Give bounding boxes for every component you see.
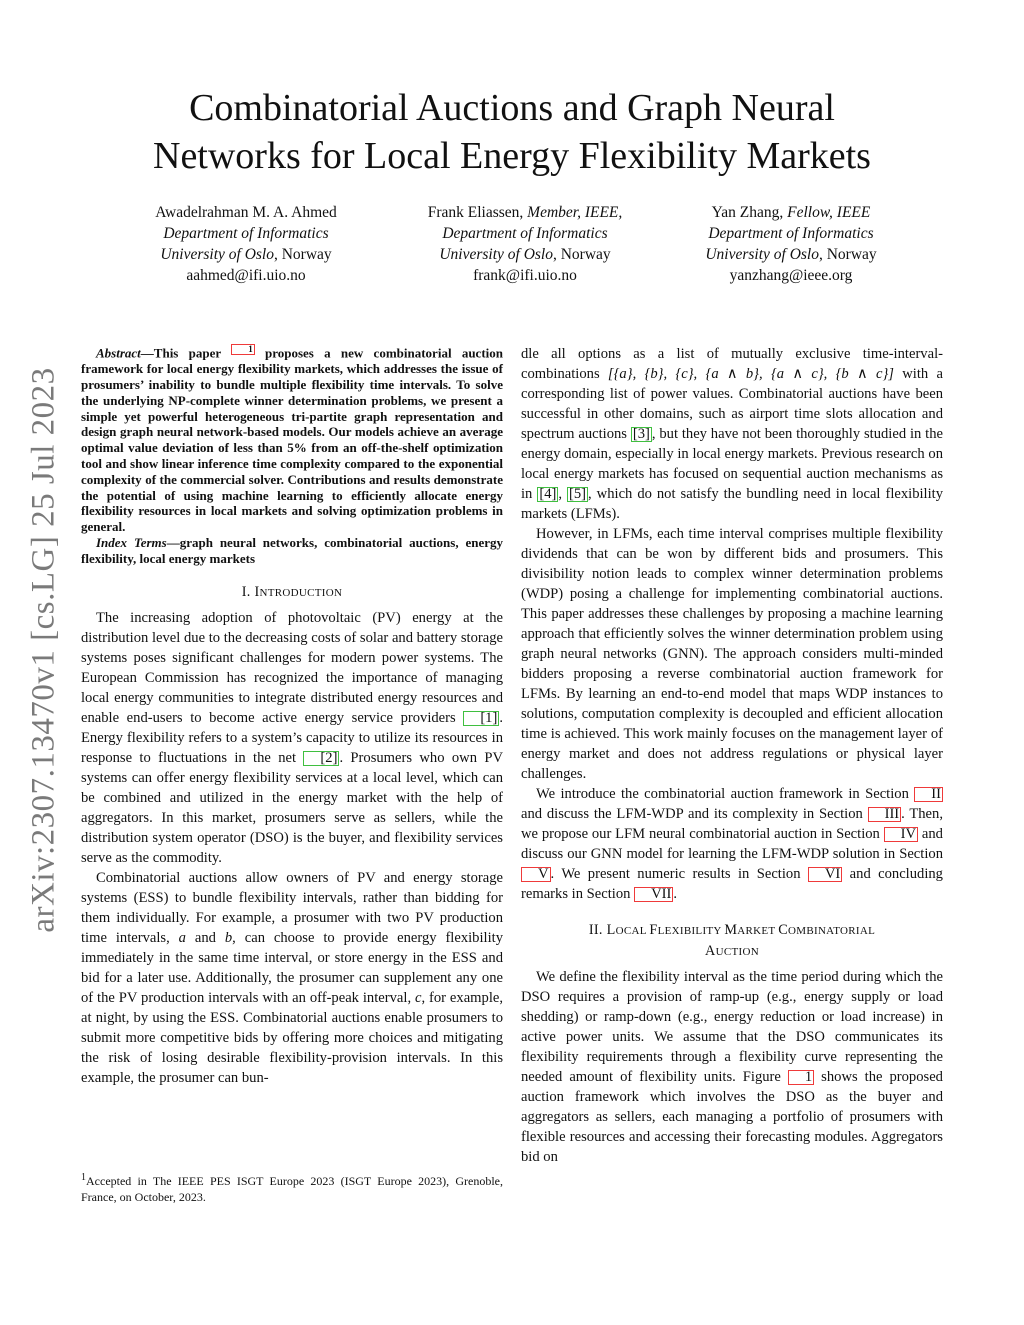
abstract-text-start: —This paper (140, 345, 232, 361)
arxiv-identifier: arXiv:2307.13470v1 [cs.LG] 25 Jul 2023 (25, 367, 62, 933)
right-column (521, 344, 943, 1167)
author-name: Frank Eliassen, (427, 204, 528, 221)
title-line-2: Networks for Local Energy Flexibility Markets (153, 135, 871, 177)
text-run: We define the flexibility interval as the time period during which the DSO requires a provision of ramp-up (e.g., energy supply or load shedding) or ramp-down (e.g., energy reduction or load increase) in active power units. We assume that the DSO communicates its flexibility requirements through a flexibility curve representing the needed amount of flexibility units. Figure (521, 969, 943, 1085)
text-run: and discuss our GNN model for learning the LFM-WDP solution in Section (521, 826, 943, 862)
section-initial: I (254, 584, 260, 601)
section-title-rest: NTRODUCTION (259, 587, 343, 600)
text-run: , (558, 486, 568, 502)
section-title-rest: OMBINATORIAL (788, 925, 876, 937)
section-link-v[interactable]: V (521, 867, 551, 882)
section-initial: C (778, 922, 789, 938)
author-university: University of Oslo (439, 246, 553, 263)
arxiv-stamp (0, 0, 70, 1325)
author-department: Department of Informatics (708, 225, 874, 242)
text-run: Combinatorial auctions allow owners of PV and energy storage systems (ESS) to bundle flexibility intervals, rather than bidding for them individually. For example, a prosumer with two PV production time intervals, (81, 870, 503, 947)
footnote-text: Accepted in The IEEE PES ISGT Europe 2023 (ISGT Europe 2023), Grenoble, France, on October, 2023. (81, 1174, 503, 1204)
footnote (81, 1170, 503, 1205)
text-run: , can choose to provide energy flexibility immediately in the same time interval, or store energy in the ESS and bid for a later use. Additionally, the prosumer can supplement any one of the PV production intervals with an off-peak interval, (81, 930, 503, 1007)
right-paragraph-3 (521, 784, 943, 904)
text-run: and (185, 930, 225, 947)
footnote-link[interactable]: 1 (231, 344, 255, 355)
index-terms (81, 535, 503, 567)
footnote-mark: 1 (81, 1172, 86, 1183)
author-membership: Fellow, IEEE (787, 204, 871, 221)
section-number: I. (241, 584, 255, 601)
right-paragraph-1 (521, 344, 943, 524)
text-run: and discuss the LFM-WDP and its complexity in Section (521, 806, 868, 822)
math-variable-a: a (178, 930, 186, 947)
text-run: We introduce the combinatorial auction framework in Section (536, 786, 915, 802)
index-terms-label: Index Terms (96, 534, 167, 550)
right-paragraph-2: However, in LFMs, each time interval comprises multiple flexibility dividends that can be won by different bids and prosumers. This divisibility notion leads to complex winner determination problems (WDP) posing a challenge for implementing combinatorial auctions. This paper addresses these challenges by proposing a machine learning approach that efficiently solves the winner determination problem using graph neural networks (GNN). The approach considers multi-minded bidders proposing a reverse combinatorial auction framework for LFMs. By learning an end-to-end model that maps WDP instances to solutions, computation complexity is decoupled and efficient allocation time is achieved. This work mainly focuses on the management layer of energy market and does not address regulations or physical layer challenges. (521, 526, 943, 782)
section-link-iv[interactable]: IV (884, 827, 918, 842)
text-run: and concluding remarks in Section (521, 866, 943, 902)
index-terms-text: —graph neural networks, combinatorial auctions, energy flexibility, local energy markets (81, 534, 503, 566)
author-country: , Norway (818, 246, 877, 263)
author-email[interactable]: aahmed@ifi.uio.no (186, 267, 306, 284)
right-paragraph-4 (521, 967, 943, 1167)
text-run: with a corresponding list of power values. Combinatorial auctions have been successful in other domains, such as airport time slots allocation and spectrum auctions (521, 366, 943, 442)
section-link-vi[interactable]: VI (808, 867, 842, 882)
citation-link-1[interactable]: [1] (463, 711, 499, 726)
text-run: . Then, we propose our LFM neural combinatorial auction in Section (521, 806, 943, 842)
section-initial: A (705, 943, 716, 959)
left-column (81, 344, 503, 1088)
author-country: , Norway (273, 246, 332, 263)
author-block-1 (86, 202, 406, 286)
section-title-rest: OCAL (615, 925, 650, 937)
section-link-iii[interactable]: III (868, 807, 902, 822)
author-department: Department of Informatics (163, 225, 329, 242)
section-initial: M (724, 922, 738, 938)
section-number: II. (588, 922, 607, 938)
citation-link-3[interactable]: [3] (632, 426, 650, 442)
citation-link-5[interactable]: [5] (569, 486, 587, 502)
abstract (81, 344, 503, 535)
section-title-rest: UCTION (715, 946, 759, 958)
section-link-ii[interactable]: II (914, 787, 943, 802)
section-heading-introduction (81, 582, 503, 603)
text-run: The increasing adoption of photovoltaic (PV) energy at the distribution level due to the decreasing costs of solar and battery storage systems poses significant challenges for modern power systems. The European Commission has recognized the importance of managing local energy communities to integrate distributed energy resources and enable end-users to become active energy service providers (81, 610, 503, 727)
text-run: , but they have not been thoroughly studied in the energy domain, especially in local energy markets. Previous research on local energy markets has focused on sequential auction mechanisms as in (521, 426, 943, 502)
figure-link-1[interactable]: 1 (788, 1070, 814, 1085)
citation-link-2[interactable]: [2] (303, 751, 339, 766)
section-link-vii[interactable]: VII (634, 887, 673, 902)
math-variable-c: c (414, 990, 422, 1007)
title-line-1: Combinatorial Auctions and Graph Neural (189, 87, 835, 129)
section-title-rest: LEXIBILITY (657, 925, 725, 937)
author-membership: Member, IEEE, (527, 204, 623, 221)
math-combination-list: [{a}, {b}, {c}, {a ∧ b}, {a ∧ c}, {b ∧ c}] (607, 366, 894, 382)
text-run: . Energy flexibility refers to a system’s capacity to utilize its resources in response to fluctuations in the net (81, 710, 503, 767)
section-heading-lfm (521, 920, 943, 962)
author-block-3 (631, 202, 951, 286)
author-department: Department of Informatics (442, 225, 608, 242)
section-title-rest: ARKET (737, 925, 779, 937)
text-run: , which do not satisfy the bundling need in local flexibility markets (LFMs). (521, 486, 944, 522)
math-variable-b: b (224, 930, 233, 947)
author-university: University of Oslo (705, 246, 819, 263)
intro-paragraph-2 (81, 868, 503, 1088)
author-name: Awadelrahman M. A. Ahmed (155, 204, 337, 221)
author-university: University of Oslo (160, 246, 274, 263)
section-initial: L (606, 922, 616, 938)
text-run: , for example, at night, by using the ESS. Combinatorial auctions enable prosumers to submit more competitive bids by offering more choices and mitigating the risk of losing desirable flexibility-provision intervals. In this example, the prosumer can bun- (81, 990, 503, 1087)
text-run: . We present numeric results in Section (550, 866, 808, 882)
intro-paragraph-1 (81, 608, 503, 868)
section-initial: F (649, 922, 658, 938)
text-run: . (673, 886, 677, 902)
author-email[interactable]: yanzhang@ieee.org (729, 267, 853, 284)
abstract-text: proposes a new combinatorial auction framework for local energy flexibility markets, which addresses the issue of prosumers’ inability to bundle multiple flexibility time intervals. To solve the underlying NP-complete winner determination problems, we present a simple yet powerful heterogeneous tri-partite graph representation and design graph neural network-based models. Our models achieve an average optimal value deviation of less than 5% from an off-the-shelf optimization tool and show linear inference time complexity compared to the exponential complexity of the commercial solver. Contributions and results demonstrate the potential of using machine learning to efficiently allocate energy flexibility resources in local markets and solving optimization problems in general. (81, 345, 503, 535)
text-run: dle all options as a list of mutually exclusive time-interval-combinations (521, 346, 943, 382)
citation-link-4[interactable]: [4] (539, 486, 557, 502)
author-email[interactable]: frank@ifi.uio.no (473, 267, 577, 284)
author-name: Yan Zhang, (711, 204, 788, 221)
author-country: , Norway (552, 246, 611, 263)
abstract-label: Abstract (96, 345, 141, 361)
text-run: . Prosumers who own PV systems can offer energy flexibility services at a local level, which can be combined and utilized in the energy market with the help of aggregators. In this market, prosumers serve as sellers, while the distribution system operator (DSO) is the buyer, and flexibility services serve as the commodity. (81, 750, 504, 867)
text-run: shows the proposed auction framework which involves the DSO as the buyer and aggregators as sellers, each managing a portfolio of prosumers with flexible resources and accessing their forecasting modules. Aggregators bid on (521, 1069, 943, 1165)
paper-title (90, 84, 934, 180)
